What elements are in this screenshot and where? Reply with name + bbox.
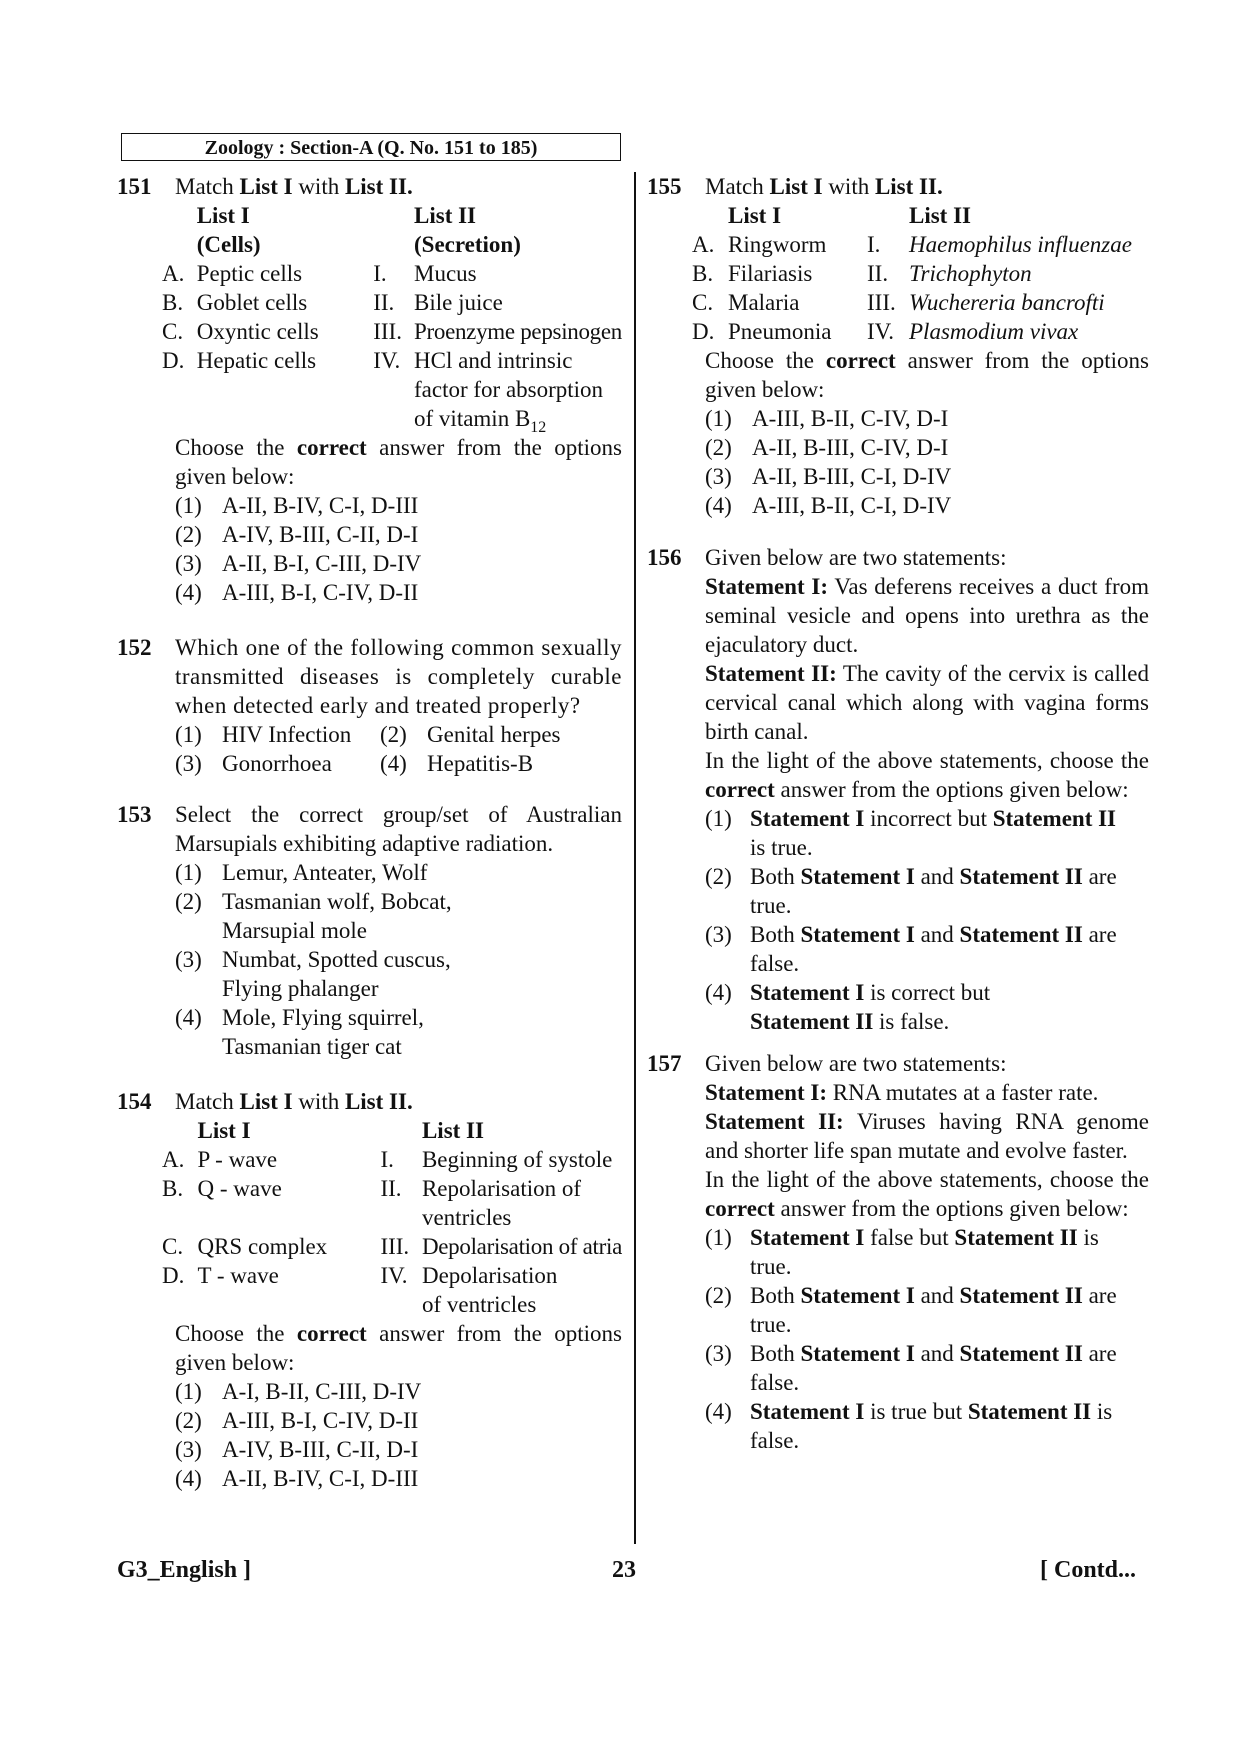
answer-option[interactable]: (4) Statement I is correct but Statement II is false. (705, 980, 991, 1034)
answer-option[interactable]: (4) Statement I is true but Statement II is false. (705, 1399, 1113, 1453)
question-stem: Match List I with List II. (175, 174, 413, 199)
statement-1: Statement I: Vas deferens receives a duct from seminal vesicle and opens into urethra as the ejaculatory duct. (705, 574, 1149, 657)
table-row: C. Malaria III. Wuchereria bancrofti (692, 290, 1105, 315)
answer-option[interactable]: (4) A-II, B-IV, C-I, D-III (175, 1466, 419, 1491)
question-stem: Select the correct group/set of Australian Marsupials exhibiting adaptive radiation. (175, 802, 622, 856)
table-row: D. Hepatic cells IV. HCl and intrinsic factor for absorption of vitamin $B_{12}$ (162, 348, 604, 436)
right-column (647, 172, 1149, 1455)
table-header-row: List I List II (728, 203, 971, 228)
answer-option[interactable]: (2) Tasmanian wolf, Bobcat, Marsupial mole (175, 889, 452, 943)
footer-paper-code: G3_English ] (117, 1557, 252, 1583)
answer-option[interactable]: (4) Mole, Flying squirrel, Tasmanian tiger cat (175, 1005, 424, 1059)
table-row: A. Ringworm I. Haemophilus influenzae (692, 232, 1132, 257)
footer-continued: [ Contd... (1040, 1557, 1137, 1583)
answer-option[interactable]: (1) A-II, B-IV, C-I, D-III (175, 493, 419, 518)
answer-option[interactable]: (3) A-IV, B-III, C-II, D-I (175, 1437, 419, 1462)
answer-option[interactable]: (1) Lemur, Anteater, Wolf (175, 860, 428, 885)
table-row: A. P - wave I. Beginning of systole (162, 1147, 613, 1172)
statement-1: Statement I: RNA mutates at a faster rate. (705, 1080, 1099, 1105)
question-number: 156 (647, 545, 682, 570)
statement-2: Statement II: Viruses having RNA genome and shorter life span mutate and evolve faster. (705, 1109, 1149, 1163)
match-table (692, 201, 1132, 346)
choose-instruction: In the light of the above statements, choose the correct answer from the options given below: (705, 1167, 1149, 1221)
match-table (162, 1116, 622, 1319)
table-row: B. Q - wave II. Repolarisation of ventricles (162, 1176, 582, 1230)
answer-option[interactable]: (3) A-II, B-I, C-III, D-IV (175, 551, 422, 576)
option-row (175, 749, 622, 778)
answer-option[interactable]: (4) Hepatitis-B (380, 751, 534, 776)
question-151 (117, 172, 622, 607)
statement-2: Statement II: The cavity of the cervix is called cervical canal which along with vagina forms birth canal. (705, 661, 1149, 744)
table-row: C. Oxyntic cells III. Proenzyme pepsinogen (162, 319, 622, 344)
answer-option[interactable]: (3) A-II, B-III, C-I, D-IV (705, 464, 952, 489)
answer-option[interactable]: (2) A-II, B-III, C-IV, D-I (705, 435, 949, 460)
answer-option[interactable]: (2) Both Statement I and Statement II are true. (705, 864, 1117, 918)
table-row: C. QRS complex III. Depolarisation of atria (162, 1234, 622, 1259)
answer-option[interactable]: (1) Statement I incorrect but Statement II is true. (705, 806, 1117, 860)
section-title: Zoology : Section-A (Q. No. 151 to 185) (121, 133, 621, 161)
answer-option[interactable]: (2) A-IV, B-III, C-II, D-I (175, 522, 419, 547)
table-row: D. Pneumonia IV. Plasmodium vivax (692, 319, 1079, 344)
match-table (162, 201, 622, 436)
footer-page-number: 23 (612, 1557, 636, 1583)
question-155 (647, 172, 1149, 520)
table-row: B. Filariasis II. Trichophyton (692, 261, 1032, 286)
choose-instruction: Choose the correct answer from the options given below: (175, 435, 622, 489)
question-stem: Given below are two statements: (705, 545, 1007, 570)
answer-option[interactable]: (4) A-III, B-I, C-IV, D-II (175, 580, 419, 605)
answer-option[interactable]: (1) HIV Infection (175, 722, 352, 747)
table-header-row: List I List II (196, 203, 477, 228)
column-divider (634, 172, 636, 1544)
question-number: 151 (117, 174, 152, 199)
answer-option[interactable]: (3) Both Statement I and Statement II are false. (705, 1341, 1117, 1395)
question-number: 157 (647, 1051, 682, 1076)
choose-instruction: Choose the correct answer from the options given below: (175, 1321, 622, 1375)
table-row: D. T - wave IV. Depolarisation of ventricles (162, 1263, 558, 1317)
choose-instruction: Choose the correct answer from the options given below: (705, 348, 1149, 402)
question-153 (117, 800, 622, 1061)
option-row (175, 720, 622, 749)
question-number: 153 (117, 802, 152, 827)
table-row: A. Peptic cells I. Mucus (162, 261, 477, 286)
question-number: 155 (647, 174, 682, 199)
answer-option[interactable]: (1) A-I, B-II, C-III, D-IV (175, 1379, 422, 1404)
answer-option[interactable]: (3) Numbat, Spotted cuscus, Flying phalanger (175, 947, 451, 1001)
answer-option[interactable]: (1) Statement I false but Statement II is true. (705, 1225, 1099, 1279)
table-header-row: List I List II (197, 1118, 484, 1143)
table-subheader-row: (Cells) (Secretion) (196, 232, 521, 257)
answer-option[interactable]: (4) A-III, B-II, C-I, D-IV (705, 493, 952, 518)
answer-option[interactable]: (3) Gonorrhoea (175, 751, 332, 776)
question-number: 154 (117, 1089, 152, 1114)
question-stem: Which one of the following common sexually transmitted diseases is completely curable when detected early and treated properly? (175, 635, 622, 718)
question-stem: Given below are two statements: (705, 1051, 1007, 1076)
answer-option[interactable]: (2) Both Statement I and Statement II are true. (705, 1283, 1117, 1337)
answer-option[interactable]: (2) Genital herpes (380, 722, 561, 747)
question-154 (117, 1087, 622, 1493)
left-column (117, 172, 622, 1493)
question-156 (647, 543, 1149, 1036)
answer-option[interactable]: (2) A-III, B-I, C-IV, D-II (175, 1408, 419, 1433)
question-157 (647, 1049, 1149, 1455)
answer-option[interactable]: (1) A-III, B-II, C-IV, D-I (705, 406, 949, 431)
answer-option[interactable]: (3) Both Statement I and Statement II are false. (705, 922, 1117, 976)
question-stem: Match List I with List II. (705, 174, 943, 199)
question-152 (117, 633, 622, 778)
choose-instruction: In the light of the above statements, choose the correct answer from the options given below: (705, 748, 1149, 802)
question-number: 152 (117, 635, 152, 660)
table-row: B. Goblet cells II. Bile juice (162, 290, 503, 315)
question-stem: Match List I with List II. (175, 1089, 413, 1114)
